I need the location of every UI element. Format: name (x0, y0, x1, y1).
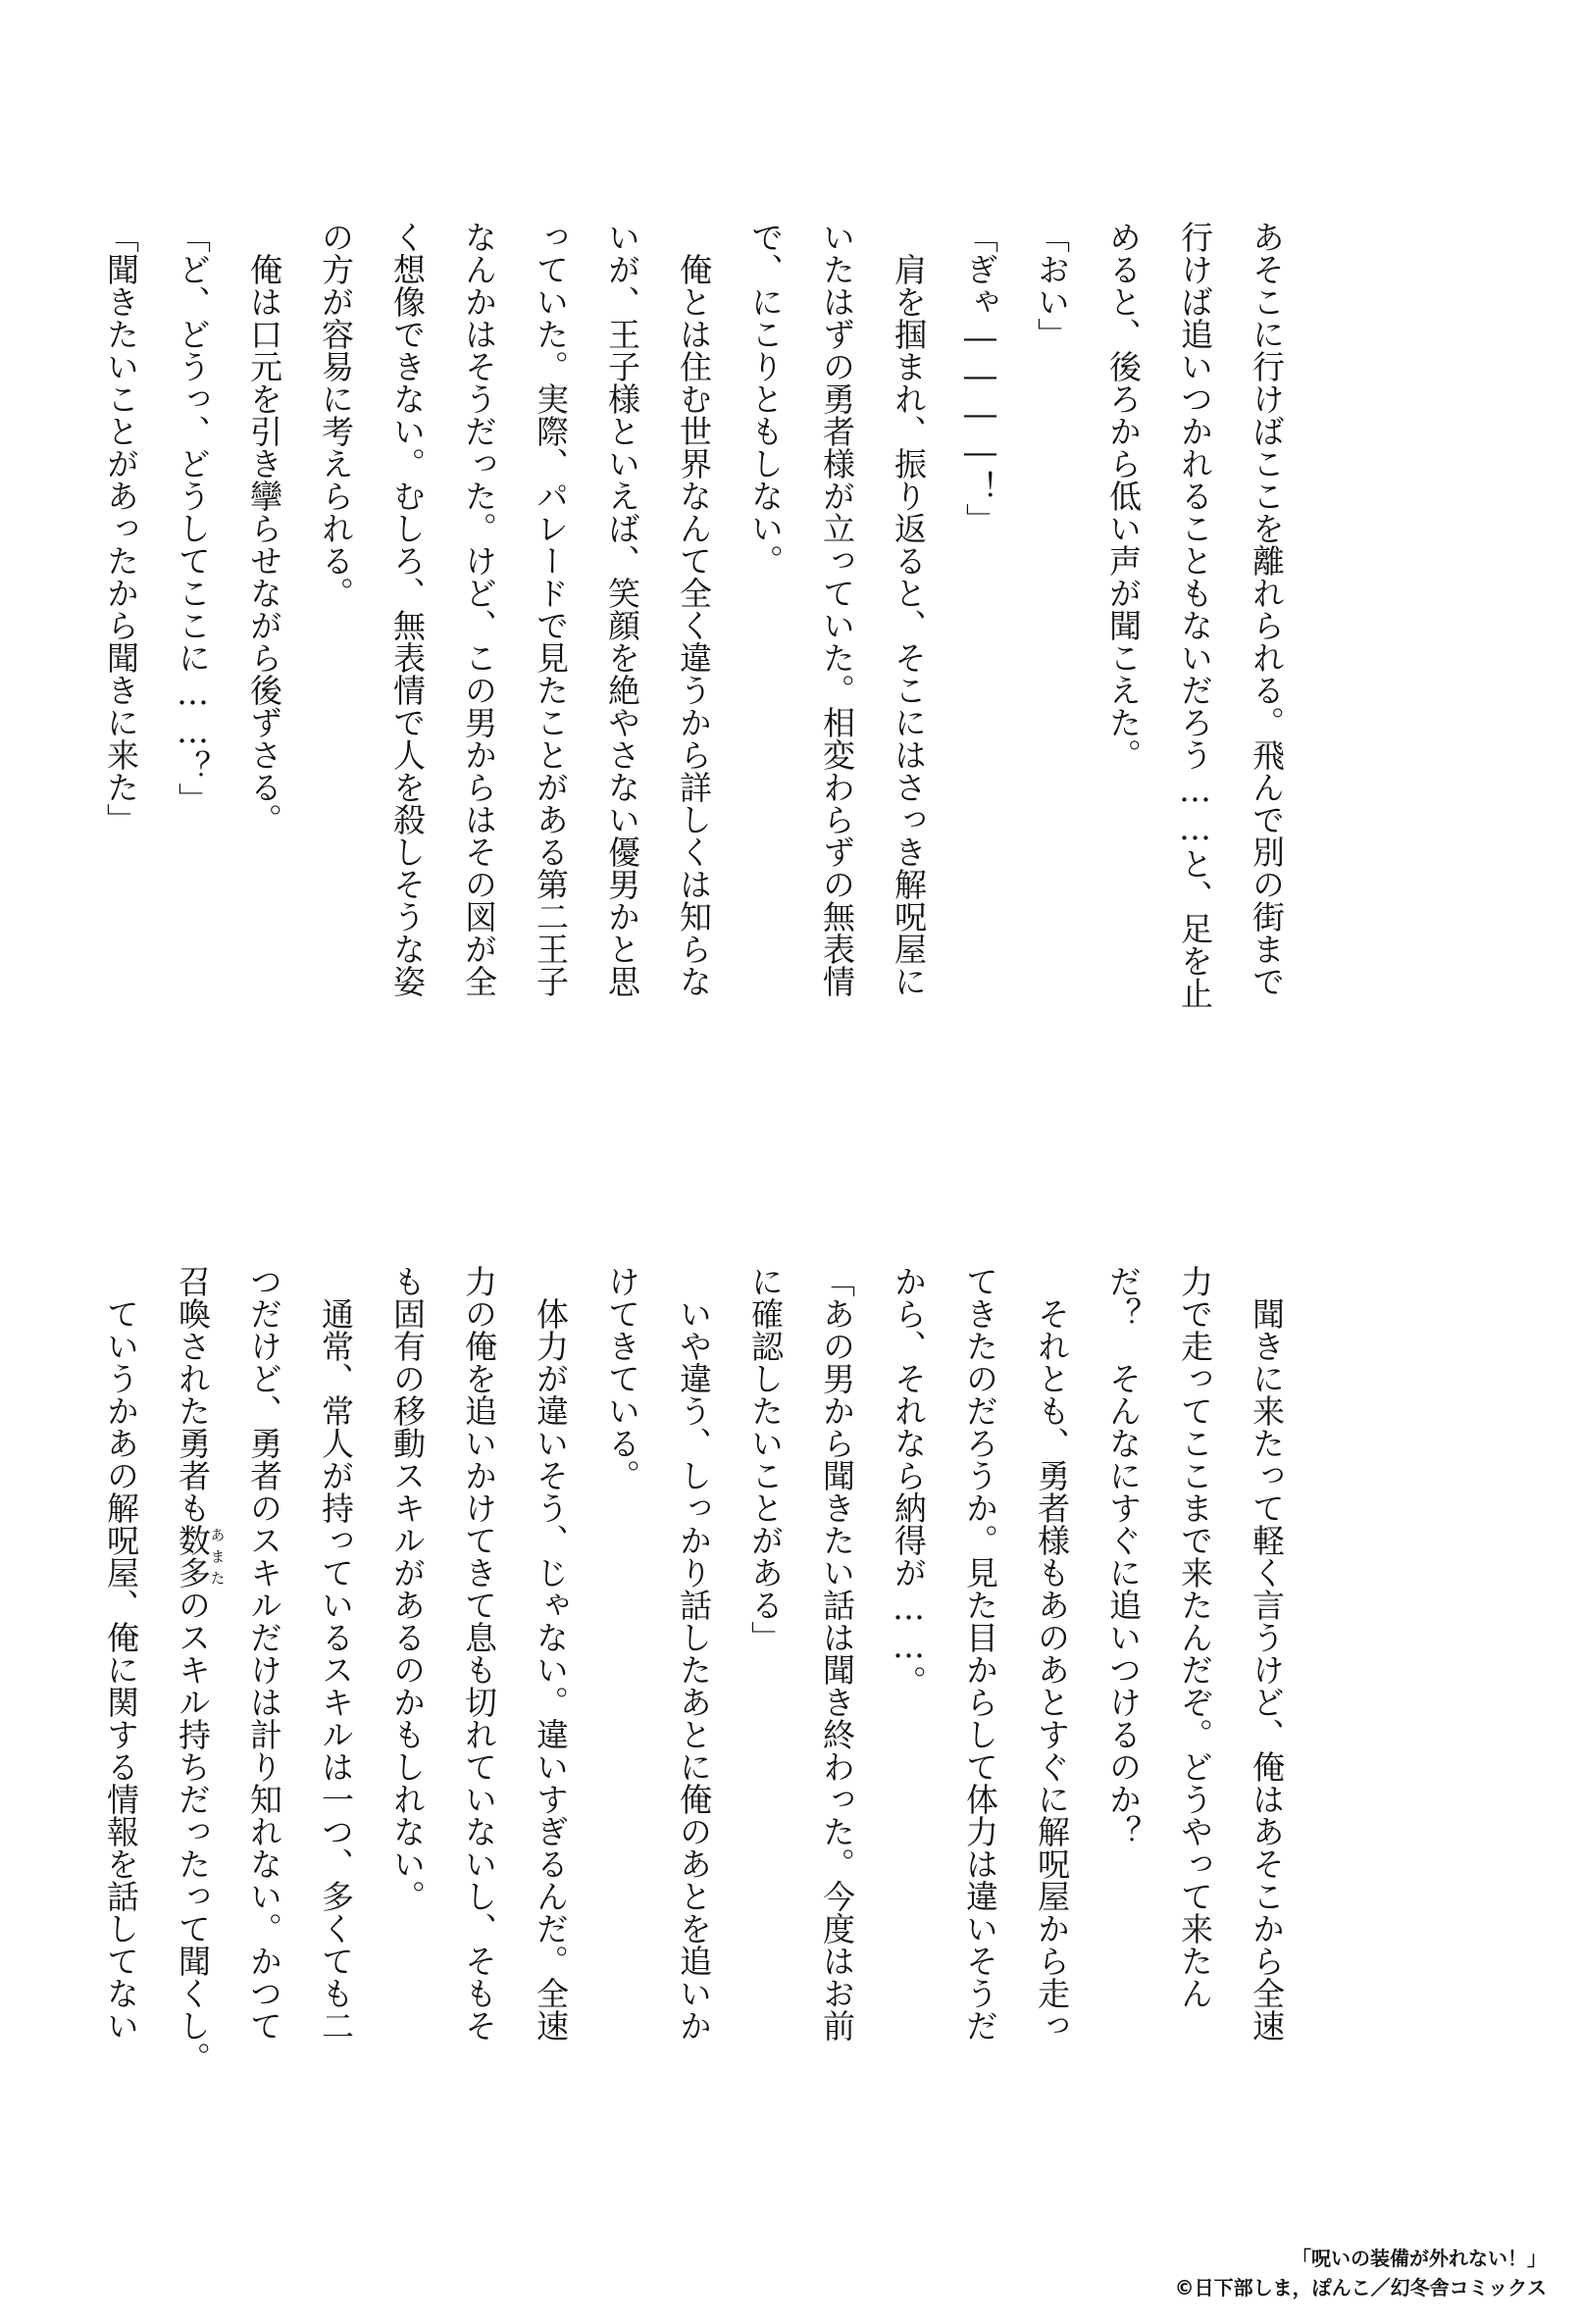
ruby-reading: あまた (208, 1524, 227, 1589)
dialogue-line: 「ぎゃ――――！」 (961, 221, 999, 535)
text-line: けてきている。 (603, 1265, 641, 1491)
text-line: 行けば追いつかれることもないだろう……と、足を止 (1176, 221, 1214, 1009)
text-line: いが、王子様といえば、笑顔を絶やさない優男かと思 (603, 221, 641, 997)
lower-text-block (102, 1265, 1302, 2231)
dialogue-line: 「ど、どうっ、どうしてここに……？」 (174, 221, 212, 815)
dialogue-line: 「おい」 (1033, 221, 1071, 350)
dialogue-line: 「あの男から聞きたい話は聞き終わった。今度はお前 (818, 1265, 856, 2042)
text-line: も固有の移動スキルがあるのかもしれない。 (388, 1265, 427, 1912)
book-title: 「呪いの装備が外れない！」 (1292, 2247, 1547, 2270)
text-line: 召喚された勇者も数多あまたのスキル持ちだったって聞くし。 (174, 1265, 227, 2074)
copyright-credit (1175, 2244, 1547, 2302)
text-line: いや違う、しっかり話したあとに俺のあとを追いか (675, 1265, 713, 2042)
text-line: く想像できない。むしろ、無表情で人を殺しそうな姿 (388, 221, 427, 997)
text-line: 通常、常人が持っているスキルは一つ、多くても二 (317, 1265, 355, 2042)
text-line: から、それなら納得が……。 (890, 1265, 928, 1697)
ruby-word: 数多あまた (174, 1524, 227, 1589)
text-line: 力で走ってここまで来たんだぞ。どうやって来たん (1176, 1265, 1214, 2009)
dialogue-line: に確認したいことがある」 (746, 1265, 785, 1653)
text-line: の方が容易に考えられる。 (317, 221, 355, 609)
text-line: ていうかあの解呪屋、俺に関する情報を話してない (102, 1265, 140, 2042)
text-line: 俺とは住む世界なんて全く違うから詳しくは知らな (675, 221, 713, 997)
copyright-notice: ©日下部しま，ぽんこ／幻冬舎コミックス (1174, 2276, 1547, 2299)
text-line: 体力が違いそう、じゃない。違いすぎるんだ。全速 (532, 1265, 570, 2042)
text-line: で、にこりともしない。 (746, 221, 785, 577)
text-line: いたはずの勇者様が立っていた。相変わらずの無表情 (818, 221, 856, 997)
text-line: だ？ そんなにすぐに追いつけるのか？ (1104, 1265, 1143, 1847)
text-line: てきたのだろうか。見た目からして体力は違いそうだ (961, 1265, 999, 2042)
text-line: 力の俺を追いかけてきて息も切れていないし、そもそ (460, 1265, 498, 2042)
text-line: それとも、勇者様もあのあとすぐに解呪屋から走っ (1033, 1265, 1071, 2042)
dialogue-line: 「聞きたいことがあったから聞きに来た」 (102, 221, 140, 835)
upper-text-block (102, 221, 1302, 1201)
text-line: っていた。実際、パレードで見たことがある第二王子 (532, 221, 570, 997)
text-line: なんかはそうだった。けど、この男からはその図が全 (460, 221, 498, 997)
text-line: つだけど、勇者のスキルだけは計り知れない。かつて (245, 1265, 283, 2042)
text-line: めると、後ろから低い声が聞こえた。 (1104, 221, 1143, 771)
text-line: 肩を掴まれ、振り返ると、そこにはさっき解呪屋に (890, 221, 928, 997)
text-line: 聞きに来たって軽く言うけど、俺はあそこから全速 (1248, 1265, 1286, 2042)
text-line: 俺は口元を引き攣らせながら後ずさる。 (245, 221, 283, 835)
text-line: あそこに行けばここを離れられる。飛んで別の街まで (1248, 221, 1286, 997)
